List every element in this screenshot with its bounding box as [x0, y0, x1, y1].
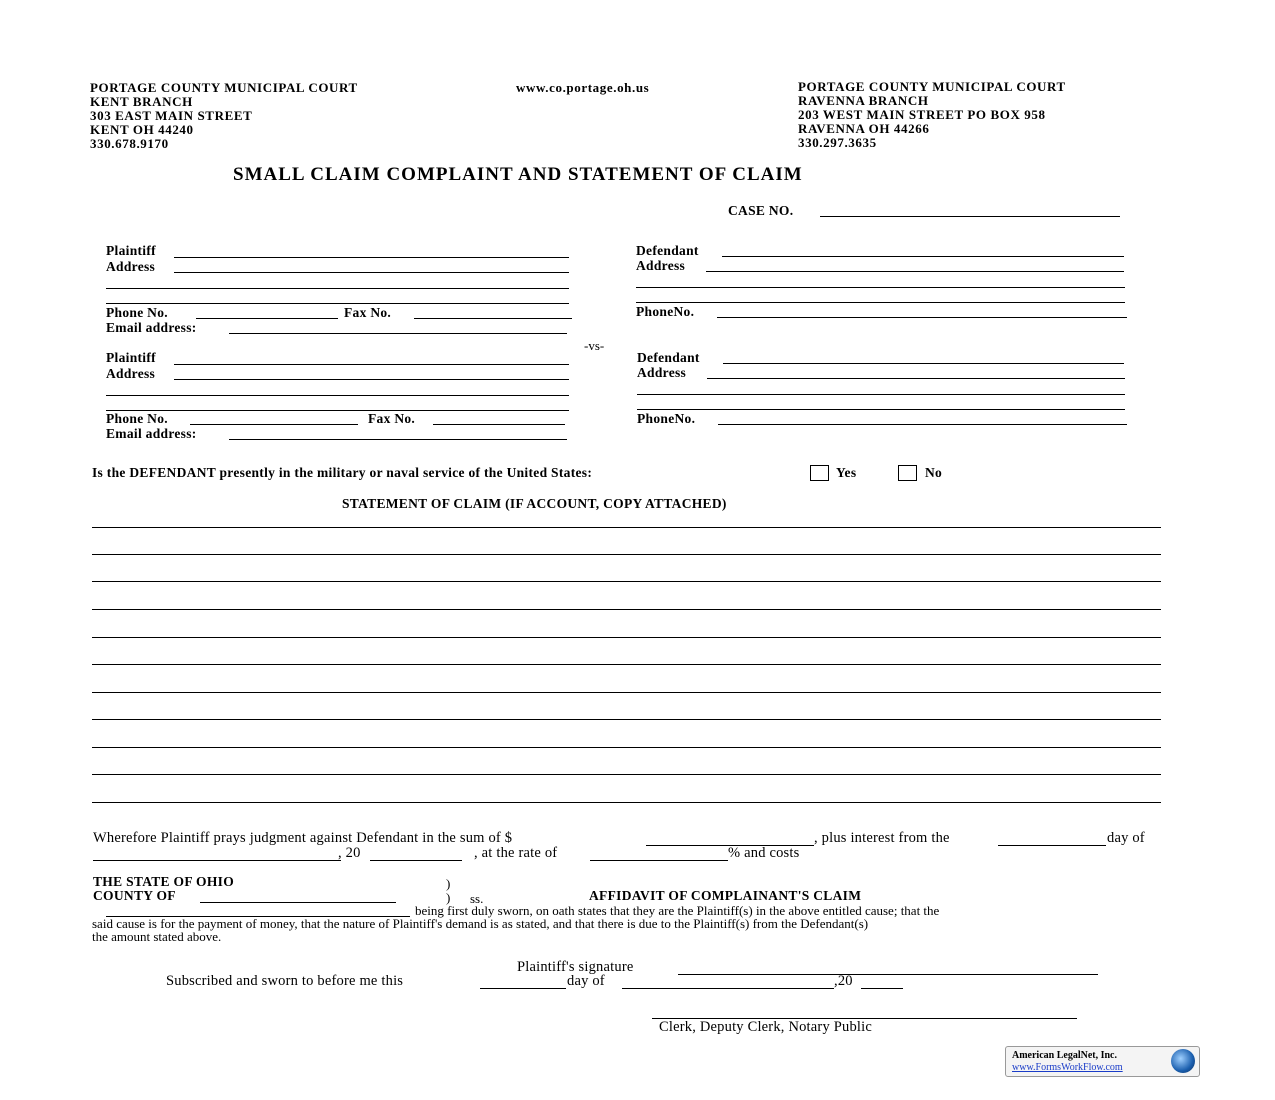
case-no-label: CASE NO. — [728, 203, 794, 218]
defendant-1-address-field[interactable] — [706, 271, 1124, 272]
claim-line-3[interactable] — [92, 581, 1161, 582]
county-paren: ) — [446, 890, 451, 905]
defendant-1-phone-label: PhoneNo. — [636, 304, 695, 319]
military-no-checkbox[interactable] — [898, 465, 917, 481]
affidavit-text-2: said cause is for the payment of money, that the nature of Plaintiff's demand is as stated, and that there is due to the Plaintiff(s) from the Defendant(s) — [92, 916, 869, 931]
defendant-2-field[interactable] — [723, 363, 1124, 364]
defendant-1-address-line-2[interactable] — [636, 287, 1125, 288]
plaintiff-2-fax-field[interactable] — [433, 424, 565, 425]
claim-line-1[interactable] — [92, 527, 1161, 528]
county-of-label: COUNTY OF — [93, 888, 176, 903]
claim-line-9[interactable] — [92, 747, 1161, 748]
plaintiff-1-address-label: Address — [106, 259, 156, 274]
claim-line-6[interactable] — [92, 664, 1161, 665]
plaintiff-2-address-line-2[interactable] — [106, 395, 569, 396]
left-court-block — [90, 81, 358, 151]
sworn-day-field[interactable] — [480, 988, 566, 989]
defendant-2-address-field[interactable] — [707, 378, 1125, 379]
defendant-1-phone-field[interactable] — [717, 317, 1127, 318]
case-no-field[interactable] — [820, 216, 1120, 217]
wherefore-text-1: Wherefore Plaintiff prays judgment against Defendant in the sum of $ — [93, 830, 513, 846]
sworn-year-field[interactable] — [861, 988, 903, 989]
plaintiff-2-phone-label: Phone No. — [106, 411, 168, 426]
plaintiff-1-phone-field[interactable] — [196, 318, 338, 319]
plaintiff-1-label: Plaintiff — [106, 243, 156, 258]
left-phone: 330.678.9170 — [90, 136, 169, 151]
plaintiff-1-address-line-2[interactable] — [106, 288, 569, 289]
claim-line-8[interactable] — [92, 719, 1161, 720]
left-city: KENT OH 44240 — [90, 122, 194, 137]
american-legalnet-logo[interactable] — [1005, 1046, 1200, 1077]
plaintiff-1-fax-label: Fax No. — [344, 305, 392, 320]
claim-line-11[interactable] — [92, 802, 1161, 803]
plaintiff-2-address-label: Address — [106, 366, 156, 381]
affidavit-text-1: being first duly sworn, on oath states that they are the Plaintiff(s) in the above entitled cause; that the — [415, 903, 940, 918]
affidavit-heading: AFFIDAVIT OF COMPLAINANT'S CLAIM — [589, 888, 862, 903]
plaintiff-2-fax-label: Fax No. — [368, 411, 416, 426]
defendant-2-address-line-3[interactable] — [637, 409, 1125, 410]
interest-day-field[interactable] — [998, 845, 1106, 846]
defendant-1-address-label: Address — [636, 258, 686, 273]
plaintiff-1-address-line-3[interactable] — [106, 303, 569, 304]
plaintiff-1-fax-field[interactable] — [414, 318, 572, 319]
interest-rate-field[interactable] — [590, 860, 728, 861]
left-street: 303 EAST MAIN STREET — [90, 108, 253, 123]
clerk-label: Clerk, Deputy Clerk, Notary Public — [659, 1019, 872, 1035]
affidavit-text-3: the amount stated above. — [92, 929, 222, 944]
left-branch: KENT BRANCH — [90, 94, 193, 109]
plaintiff-1-email-label: Email address: — [106, 320, 197, 335]
logo-name: American LegalNet, Inc. — [1012, 1050, 1117, 1061]
logo-url[interactable]: www.FormsWorkFlow.com — [1012, 1062, 1123, 1073]
plaintiff-signature-label: Plaintiff's signature — [517, 959, 634, 975]
form-title: SMALL CLAIM COMPLAINT AND STATEMENT OF CLAIM — [233, 164, 803, 185]
defendant-1-field[interactable] — [722, 256, 1124, 257]
plaintiff-2-phone-field[interactable] — [190, 424, 358, 425]
interest-month-field[interactable] — [93, 860, 341, 861]
wherefore-text-2: , plus interest from the — [814, 830, 950, 846]
globe-icon — [1171, 1049, 1195, 1073]
plaintiff-signature-field[interactable] — [678, 974, 1098, 975]
right-court-name: PORTAGE COUNTY MUNICIPAL COURT — [798, 79, 1066, 94]
claim-line-4[interactable] — [92, 609, 1161, 610]
website[interactable]: www.co.portage.oh.us — [516, 80, 650, 95]
wherefore-rate: , at the rate of — [474, 845, 558, 861]
plaintiff-1-field[interactable] — [174, 257, 569, 258]
military-yes-checkbox[interactable] — [810, 465, 829, 481]
defendant-1-address-line-3[interactable] — [636, 302, 1125, 303]
plaintiff-1-address-field[interactable] — [174, 272, 569, 273]
plaintiff-2-email-field[interactable] — [229, 439, 567, 440]
plaintiff-2-address-field[interactable] — [174, 379, 569, 380]
plaintiff-1-email-field[interactable] — [229, 333, 567, 334]
interest-year-field[interactable] — [370, 860, 462, 861]
defendant-1-label: Defendant — [636, 243, 699, 258]
defendant-2-label: Defendant — [637, 350, 700, 365]
county-field[interactable] — [200, 902, 396, 903]
claim-line-10[interactable] — [92, 774, 1161, 775]
state-paren: ) — [446, 876, 451, 891]
wherefore-text-3: day of — [1107, 830, 1145, 846]
plaintiff-2-label: Plaintiff — [106, 350, 156, 365]
plaintiff-2-field[interactable] — [174, 364, 569, 365]
versus-label: -vs- — [584, 338, 605, 353]
right-court-block — [798, 80, 1066, 150]
ss-label: ss. — [470, 891, 484, 906]
defendant-2-address-label: Address — [637, 365, 687, 380]
defendant-2-phone-label: PhoneNo. — [637, 411, 696, 426]
plaintiff-2-email-label: Email address: — [106, 426, 197, 441]
sworn-month-field[interactable] — [622, 988, 834, 989]
wherefore-year-prefix: , 20 — [338, 845, 361, 861]
defendant-2-phone-field[interactable] — [718, 424, 1127, 425]
left-court-name: PORTAGE COUNTY MUNICIPAL COURT — [90, 80, 358, 95]
claim-line-7[interactable] — [92, 692, 1161, 693]
plaintiff-2-address-line-3[interactable] — [106, 410, 569, 411]
sworn-day-of: day of — [567, 973, 605, 989]
military-question: Is the DEFENDANT presently in the military or naval service of the United States: — [92, 465, 593, 480]
right-city: RAVENNA OH 44266 — [798, 121, 930, 136]
sworn-year-prefix: ,20 — [834, 973, 853, 989]
subscribed-text: Subscribed and sworn to before me this — [166, 973, 404, 989]
military-yes-label: Yes — [836, 465, 857, 480]
defendant-2-address-line-2[interactable] — [637, 394, 1125, 395]
claim-line-5[interactable] — [92, 637, 1161, 638]
plaintiff-1-phone-label: Phone No. — [106, 305, 168, 320]
state-of-ohio: THE STATE OF OHIO — [93, 874, 235, 889]
right-street: 203 WEST MAIN STREET PO BOX 958 — [798, 107, 1046, 122]
claim-line-2[interactable] — [92, 554, 1161, 555]
right-phone: 330.297.3635 — [798, 135, 877, 150]
right-branch: RAVENNA BRANCH — [798, 93, 929, 108]
wherefore-costs: % and costs — [728, 845, 800, 861]
military-no-label: No — [925, 465, 943, 480]
statement-heading: STATEMENT OF CLAIM (IF ACCOUNT, COPY ATTACHED) — [342, 496, 727, 511]
